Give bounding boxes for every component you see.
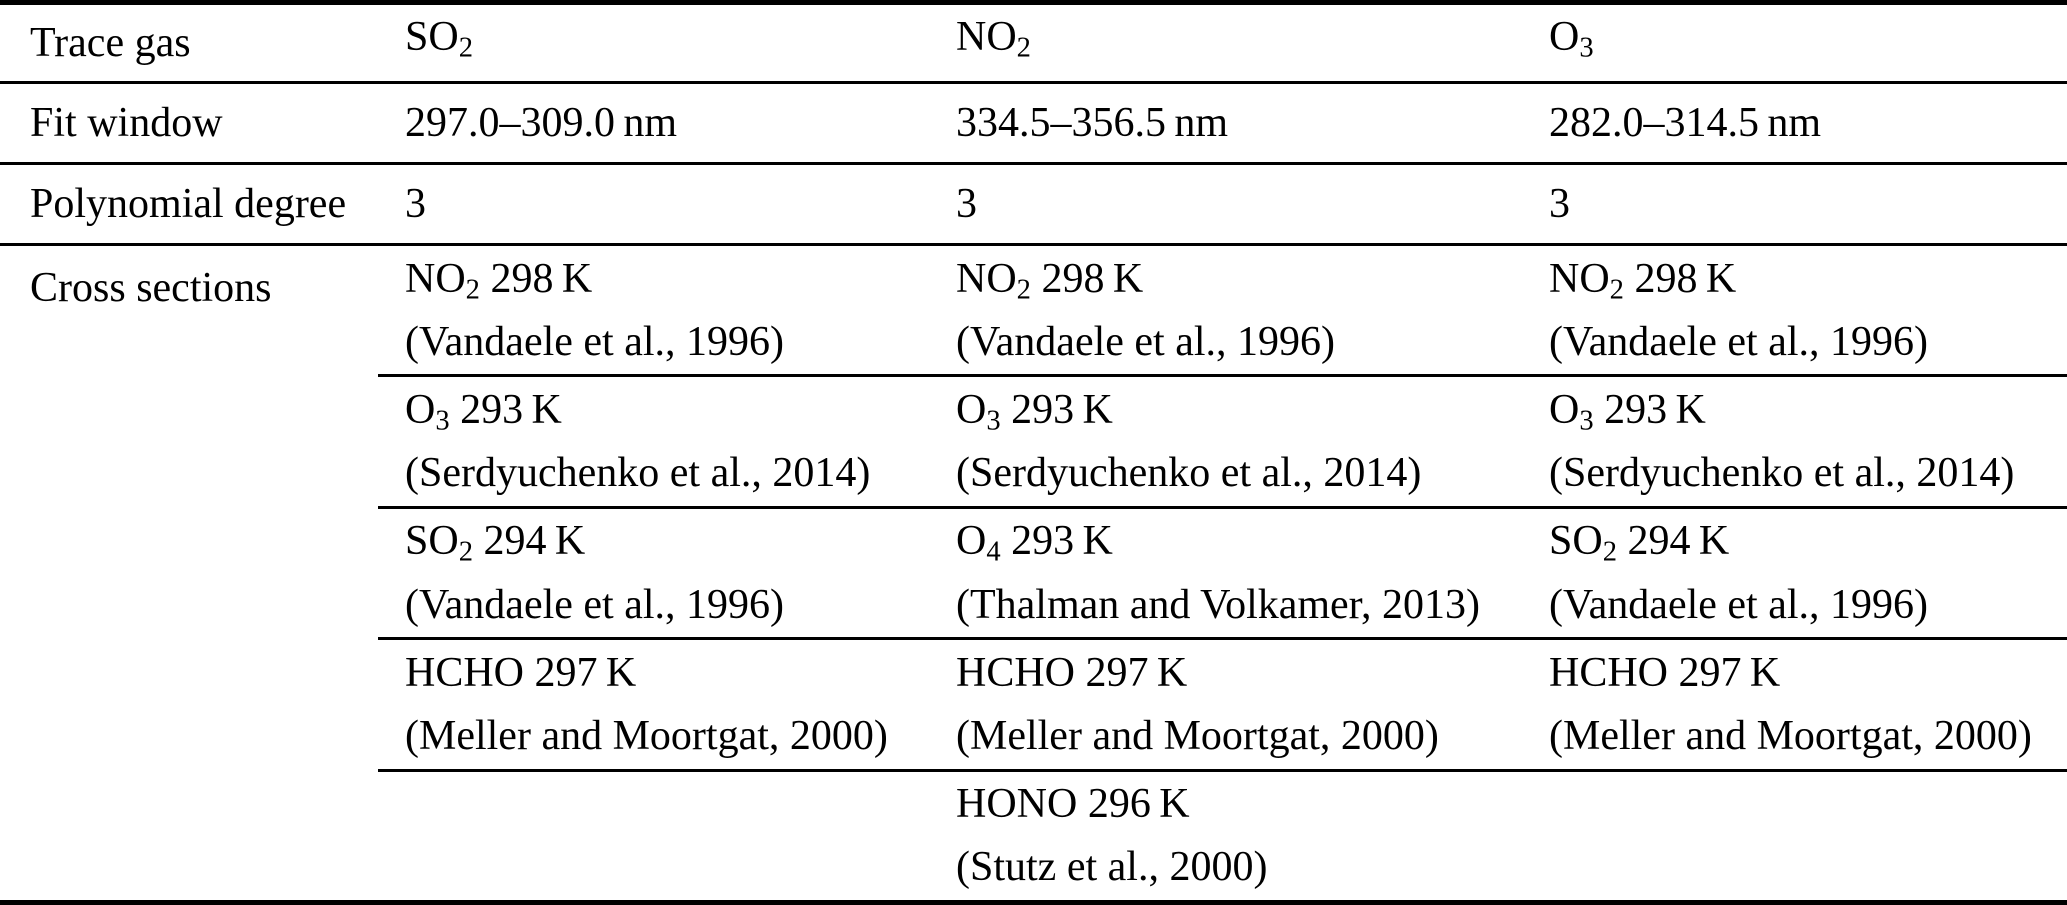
cross-section-cell (929, 778, 1522, 893)
column-header-o3 (1522, 11, 2067, 74)
cross-section-cell (929, 647, 1522, 762)
cross-section-cell (929, 384, 1522, 499)
cross-section-species: $O_3$ 293 K (956, 386, 1113, 437)
polynomial-degree-so2: 3 (405, 181, 426, 227)
cross-section-cell (929, 253, 1522, 368)
cross-section-cell (378, 647, 929, 762)
row-polynomial-degree (0, 165, 2067, 246)
formula-subscript: 3 (1579, 32, 1594, 64)
column-header-no2 (929, 11, 1522, 74)
cross-section-cell (1522, 384, 2067, 499)
cross-section-reference: (Serdyuchenko et al., 2014) (1549, 450, 2015, 497)
formula-subscript: 2 (1016, 32, 1031, 64)
cross-section-species: $SO_2$ 294 K (1549, 518, 1730, 568)
row-cross-sections (0, 246, 2067, 900)
cross-section-reference: (Vandaele et al., 1996) (405, 581, 785, 628)
cross-section-reference: (Serdyuchenko et al., 2014) (405, 450, 871, 497)
cross-section-species: HONO 296 K (956, 781, 1190, 828)
row-trace-gas (0, 5, 2067, 84)
formula-base: O (1549, 14, 1580, 61)
cross-sections-subrows (378, 246, 2067, 900)
cross-section-reference: (Serdyuchenko et al., 2014) (956, 450, 1422, 497)
cross-section-species: HCHO 297 K (956, 649, 1188, 696)
formula-subscript: 2 (458, 32, 473, 64)
cross-section-reference: (Vandaele et al., 1996) (956, 318, 1336, 365)
cross-section-subrow-so2-o4 (378, 509, 2067, 640)
cross-section-reference: (Meller and Moortgat, 2000) (956, 713, 1439, 760)
formula-base: NO (956, 14, 1017, 61)
cross-section-cell (1522, 515, 2067, 630)
cross-section-cell (378, 515, 929, 630)
cross-section-cell (378, 384, 929, 499)
cross-section-subrow-hono (378, 772, 2067, 900)
cross-section-reference: (Vandaele et al., 1996) (405, 318, 785, 365)
cross-section-reference: (Thalman and Volkamer, 2013) (956, 581, 1480, 628)
cross-section-reference: (Meller and Moortgat, 2000) (405, 713, 888, 760)
cross-section-reference: (Stutz et al., 2000) (956, 844, 1268, 891)
row-label-polynomial-degree: Polynomial degree (30, 181, 347, 227)
row-label-trace-gas: Trace gas (30, 20, 191, 66)
fit-window-o3: 282.0–314.5 nm (1549, 100, 1822, 146)
cross-section-species: $NO_2$ 298 K (1549, 255, 1737, 305)
row-fit-window (0, 84, 2067, 165)
formula-base: SO (405, 14, 459, 61)
cross-section-subrow-no2 (378, 246, 2067, 377)
polynomial-degree-no2: 3 (956, 181, 977, 227)
row-label-cross-sections: Cross sections (30, 265, 272, 311)
cross-section-cell (1522, 253, 2067, 368)
column-header-so2 (378, 11, 929, 74)
cross-section-reference: (Meller and Moortgat, 2000) (1549, 713, 2032, 760)
fit-window-no2: 334.5–356.5 nm (956, 100, 1229, 146)
row-label-fit-window: Fit window (30, 100, 223, 146)
cross-section-species: $O_4$ 293 K (956, 518, 1113, 568)
cross-section-subrow-hcho (378, 640, 2067, 771)
cross-section-species: $SO_2$ 294 K (405, 518, 586, 568)
cross-section-species: $NO_2$ 298 K (405, 255, 593, 305)
cross-section-cell (929, 515, 1522, 630)
cross-section-species: HCHO 297 K (1549, 649, 1781, 696)
cross-section-species: $O_3$ 293 K (405, 386, 562, 437)
polynomial-degree-o3: 3 (1549, 181, 1570, 227)
cross-section-cell (378, 253, 929, 368)
cross-section-reference: (Vandaele et al., 1996) (1549, 581, 1929, 628)
cross-section-species: $O_3$ 293 K (1549, 386, 1706, 437)
cross-section-subrow-o3 (378, 377, 2067, 508)
cross-section-reference: (Vandaele et al., 1996) (1549, 318, 1929, 365)
cross-section-species: HCHO 297 K (405, 649, 637, 696)
cross-section-species: $NO_2$ 298 K (956, 255, 1144, 305)
cross-section-cell (1522, 647, 2067, 762)
fit-window-so2: 297.0–309.0 nm (405, 100, 678, 146)
